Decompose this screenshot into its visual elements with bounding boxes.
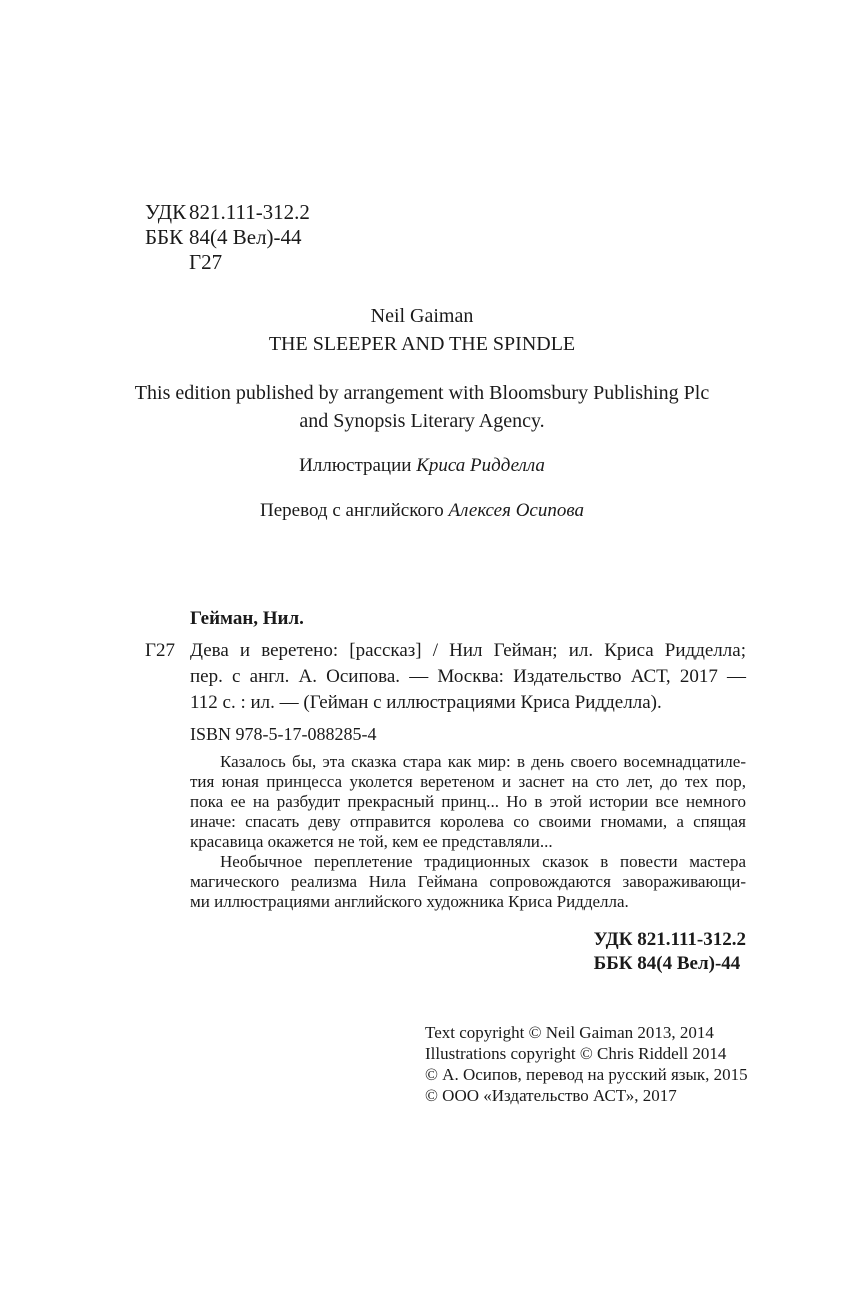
bbk-label: ББК: [145, 225, 184, 249]
translation-credit: [0, 500, 844, 522]
annotation-line: иначе: спасать деву отправится королева со своими гномами, а спящая: [190, 812, 746, 831]
illustrator-name: Криса Ридделла: [416, 455, 545, 476]
translator-name: Алексея Осипова: [448, 500, 584, 521]
arrangement-line-1: This edition published by arrangement with Bloomsbury Publishing Plc: [134, 382, 710, 404]
copyright-block: [425, 1022, 748, 1106]
copyright-line: © А. Осипов, перевод на русский язык, 2015: [425, 1065, 748, 1084]
annotation-line: магического реализма Нила Геймана сопровождаются завораживающи-: [190, 872, 746, 891]
bbk-value: 84(4 Вел)-44: [189, 225, 302, 249]
udk-footer: УДК 821.111-312.2: [593, 929, 746, 950]
annotation-line: ми иллюстрациями английского художника Криса Ридделла.: [190, 892, 629, 911]
annotation-line: красавица окажется не той, кем ее представляли...: [190, 832, 553, 851]
bib-line-1: Дева и веретено: [рассказ] / Нил Гейман; ил. Криса Ридделла;: [190, 640, 746, 661]
arrangement-line-2: and Synopsis Literary Agency.: [299, 410, 545, 432]
translation-label: Перевод с английского: [260, 500, 444, 521]
udk-value: 821.111-312.2: [189, 200, 310, 224]
bib-line-3: 112 с. : ил. — (Гейман с иллюстрациями Криса Ридделла).: [190, 692, 662, 713]
bib-author-heading: Гейман, Нил.: [190, 608, 304, 629]
isbn: ISBN 978-5-17-088285-4: [190, 724, 377, 744]
annotation-line: Необычное переплетение традиционных сказок в повести мастера: [220, 852, 746, 871]
original-author: Neil Gaiman: [370, 305, 474, 327]
annotation-line: Казалось бы, эта сказка стара как мир: в день своего восемнадцатиле-: [220, 752, 746, 771]
annotation-line: пока ее на разбудит прекрасный принц... Но в этой истории все немного: [190, 792, 746, 811]
bbk-footer: ББК 84(4 Вел)-44: [593, 953, 741, 974]
bib-author-mark: Г27: [145, 640, 175, 661]
udk-label: УДК: [145, 200, 187, 224]
annotation-line: тия юная принцесса уколется веретеном и заснет на сто лет, до тех пор,: [190, 772, 746, 791]
illustrations-label: Иллюстрации: [299, 455, 412, 476]
illustrations-credit: [0, 455, 844, 477]
annotation: [190, 752, 746, 912]
classification-codes: [145, 200, 310, 275]
copyright-line: Text copyright © Neil Gaiman 2013, 2014: [425, 1023, 714, 1042]
original-title: THE SLEEPER AND THE SPINDLE: [268, 333, 576, 355]
classification-footer: [594, 928, 746, 976]
copyright-line: © ООО «Издательство АСТ», 2017: [425, 1086, 677, 1105]
author-mark: Г27: [189, 250, 223, 274]
copyright-line: Illustrations copyright © Chris Riddell 2014: [425, 1044, 727, 1063]
bib-line-2: пер. с англ. А. Осипова. — Москва: Издательство АСТ, 2017 —: [190, 666, 746, 687]
